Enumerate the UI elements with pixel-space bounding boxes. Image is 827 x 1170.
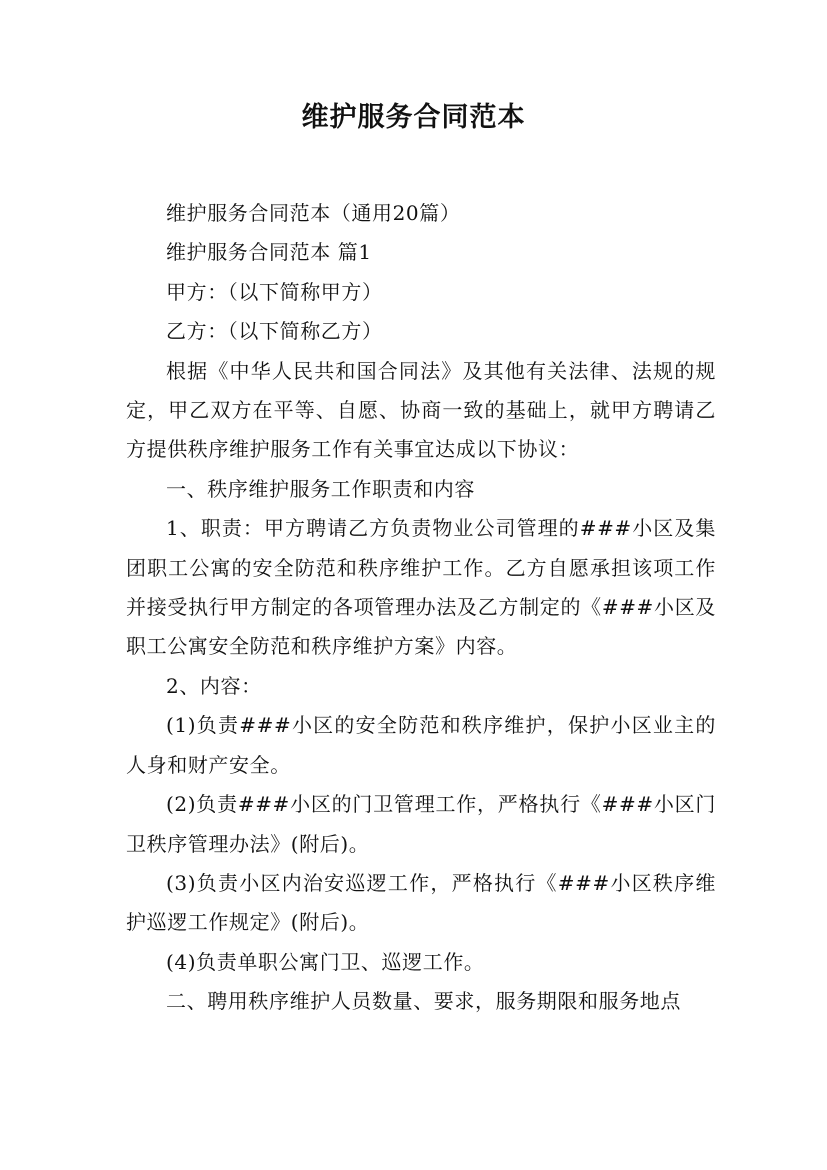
- paragraph-item-2: (2)负责###小区的门卫管理工作，严格执行《###小区门卫秩序管理办法》(附后)。: [126, 792, 716, 856]
- paragraph-party-b: 乙方：（以下简称乙方）: [166, 319, 383, 344]
- paragraph-party-a: 甲方：（以下简称甲方）: [166, 279, 383, 304]
- paragraph-content-heading: 2、内容：: [166, 673, 262, 698]
- paragraph-section: 维护服务合同范本 篇1: [166, 240, 372, 265]
- paragraph-item-3: (3)负责小区内治安巡逻工作，严格执行《###小区秩序维护巡逻工作规定》(附后)。: [126, 870, 716, 935]
- paragraph-article-2: 二、聘用秩序维护人员数量、要求，服务期限和服务地点: [166, 989, 681, 1014]
- paragraph-duties: 1、职责：甲方聘请乙方负责物业公司管理的###小区及集团职工公寓的安全防范和秩序维护工作。乙方自愿承担该项工作并接受执行甲方制定的各项管理办法及乙方制定的《###小区及职工公寓安全防范和秩序维护方案》内容。: [126, 516, 716, 659]
- paragraph-heading: 维护服务合同范本（通用20篇）: [166, 201, 461, 225]
- paragraph-item-1: (1)负责###小区的安全防范和秩序维护，保护小区业主的人身和财产安全。: [126, 713, 716, 777]
- document-body: [126, 194, 716, 1022]
- document-title: 维护服务合同范本: [301, 102, 526, 133]
- paragraph-article-1: 一、秩序维护服务工作职责和内容: [166, 476, 475, 501]
- paragraph-item-4: (4)负责单职公寓门卫、巡逻工作。: [166, 949, 485, 974]
- paragraph-preamble: 根据《中华人民共和国合同法》及其他有关法律、法规的规定，甲乙双方在平等、自愿、协商一致的基础上，就甲方聘请乙方提供秩序维护服务工作有关事宜达成以下协议：: [126, 358, 716, 462]
